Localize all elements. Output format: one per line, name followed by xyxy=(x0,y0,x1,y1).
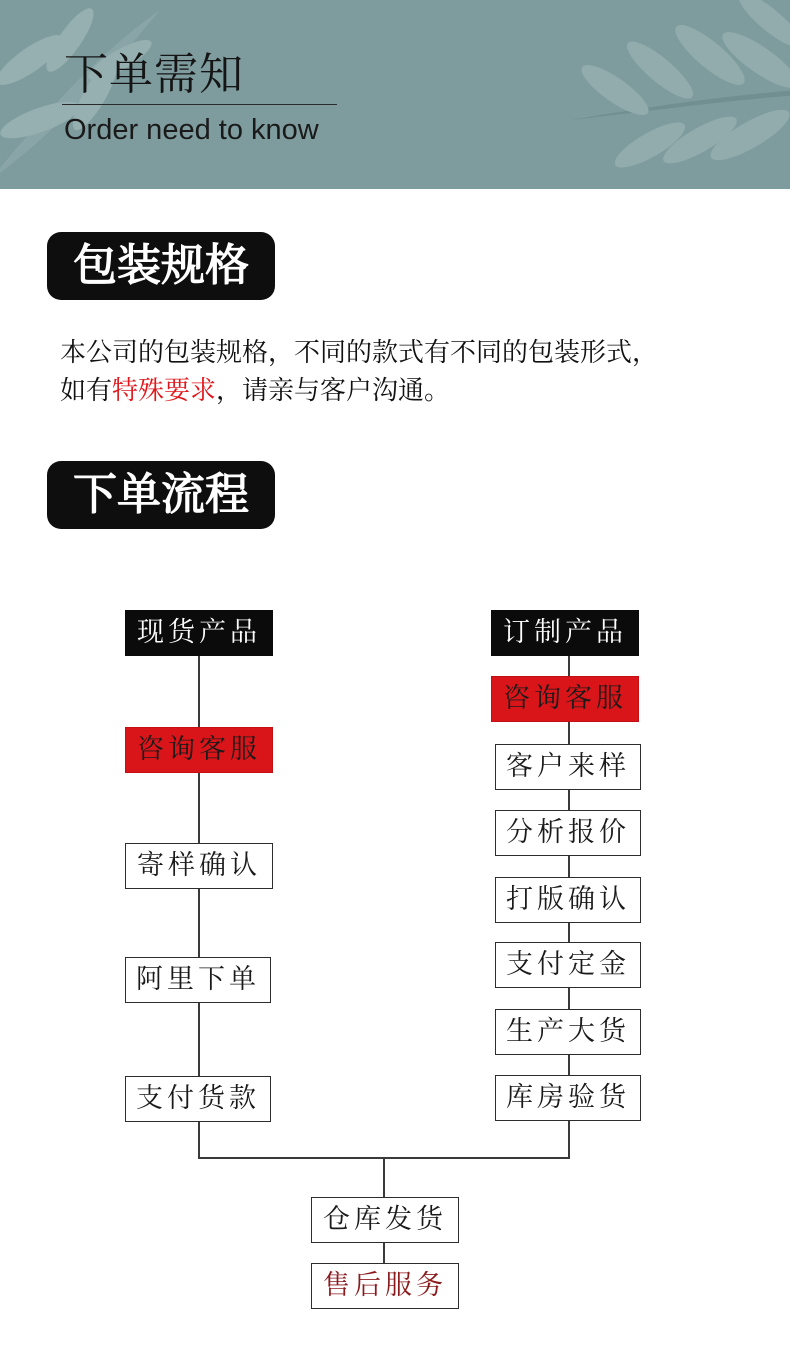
flow-step-customer-sample: 客户来样 xyxy=(495,744,641,790)
flow-step-warehouse-inspect: 库房验货 xyxy=(495,1075,641,1121)
header-banner xyxy=(0,0,790,189)
process-heading: 下单流程 xyxy=(47,461,275,529)
title-divider xyxy=(62,104,337,105)
page-title: 下单需知 xyxy=(64,49,244,100)
packaging-heading: 包装规格 xyxy=(47,232,275,300)
page-subtitle: Order need to know xyxy=(64,114,319,146)
flow-step-stock-product: 现货产品 xyxy=(125,610,273,656)
special-requirement-highlight: 特殊要求 xyxy=(112,376,217,406)
packaging-line-2 xyxy=(60,372,658,410)
flow-step-ship: 仓库发货 xyxy=(311,1197,459,1243)
line2-before: 如有 xyxy=(60,376,113,406)
packaging-line-1: 本公司的包装规格，不同的款式有不同的包装形式， xyxy=(60,338,659,368)
packaging-description xyxy=(60,334,658,410)
flow-step-pay-goods: 支付货款 xyxy=(125,1076,271,1122)
flow-step-after-sales: 售后服务 xyxy=(311,1263,459,1309)
flow-step-pay-deposit: 支付定金 xyxy=(495,942,641,988)
flow-step-left-consult-service: 咨询客服 xyxy=(125,727,273,773)
flow-step-sample-confirm: 寄样确认 xyxy=(125,843,273,889)
flow-step-quote: 分析报价 xyxy=(495,810,641,856)
leaf-decoration-right-icon xyxy=(560,0,790,189)
flow-step-custom-product: 订制产品 xyxy=(491,610,639,656)
flow-step-proof-confirm: 打版确认 xyxy=(495,877,641,923)
flow-step-mass-production: 生产大货 xyxy=(495,1009,641,1055)
flow-step-ali-order: 阿里下单 xyxy=(125,957,271,1003)
flow-step-right-consult-service: 咨询客服 xyxy=(491,676,639,722)
line2-after: ，请亲与客户沟通。 xyxy=(216,376,451,406)
